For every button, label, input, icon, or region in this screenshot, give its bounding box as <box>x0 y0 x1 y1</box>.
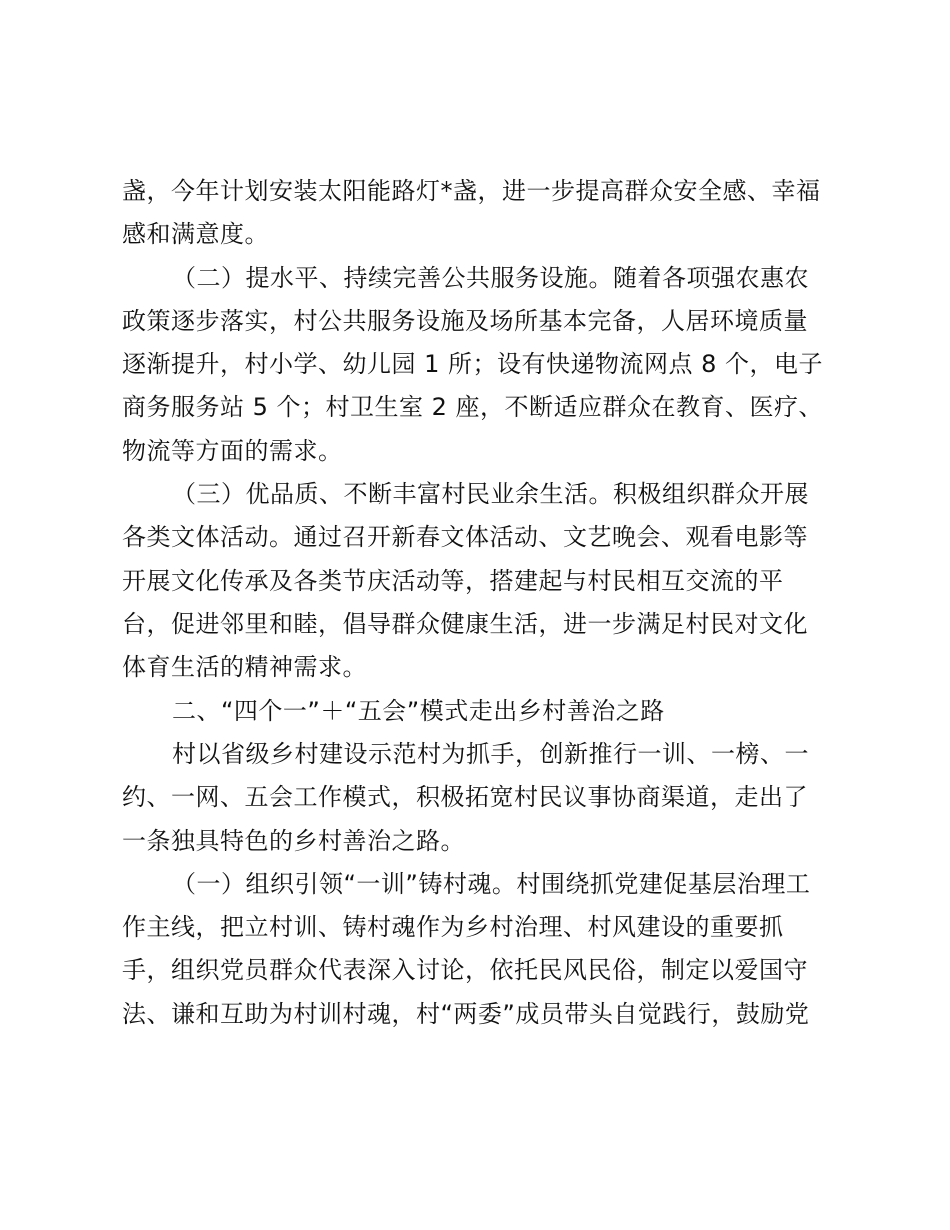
text-line: 政策逐步落实，村公共服务设施及场所基本完备，人居环境质量 <box>122 307 808 335</box>
text-line: 一条独具特色的乡村善治之路。 <box>122 827 465 855</box>
paragraph-start-line: （一）组织引领“一训”铸村魂。村围绕抓党建促基层治理工 <box>172 870 811 898</box>
text-line: 商务服务站 5 个；村卫生室 2 座，不断适应群众在教育、医疗、 <box>122 393 824 421</box>
text-line: 体育生活的精神需求。 <box>122 653 367 681</box>
section-heading: 二、“四个一”＋“五会”模式走出乡村善治之路 <box>172 697 665 725</box>
text-line: 法、谦和互助为村训村魂，村“两委”成员带头自觉践行，鼓励党 <box>122 1000 810 1028</box>
text-line: 盏，今年计划安装太阳能路灯*盏，进一步提高群众安全感、幸福 <box>122 177 821 205</box>
text-line: 各类文体活动。通过召开新春文体活动、文艺晚会、观看电影等 <box>122 523 808 551</box>
paragraph-start-line: （三）优品质、不断丰富村民业余生活。积极组织群众开展 <box>172 480 809 508</box>
text-line: 台，促进邻里和睦，倡导群众健康生活，进一步满足村民对文化 <box>122 610 808 638</box>
paragraph-start-line: （二）提水平、持续完善公共服务设施。随着各项强农惠农 <box>172 264 809 292</box>
text-line: 感和满意度。 <box>122 220 269 248</box>
text-line: 手，组织党员群众代表深入讨论，依托民风民俗，制定以爱国守 <box>122 956 808 984</box>
text-line: 逐渐提升，村小学、幼儿园 1 所；设有快递物流网点 8 个，电子 <box>122 350 824 378</box>
text-line: 开展文化传承及各类节庆活动等，搭建起与村民相互交流的平 <box>122 567 784 595</box>
text-line: 作主线，把立村训、铸村魂作为乡村治理、村风建设的重要抓 <box>122 913 784 941</box>
text-line: 物流等方面的需求。 <box>122 437 343 465</box>
paragraph-start-line: 村以省级乡村建设示范村为抓手，创新推行一训、一榜、一 <box>172 740 809 768</box>
text-line: 约、一网、五会工作模式，积极拓宽村民议事协商渠道，走出了 <box>122 783 808 811</box>
